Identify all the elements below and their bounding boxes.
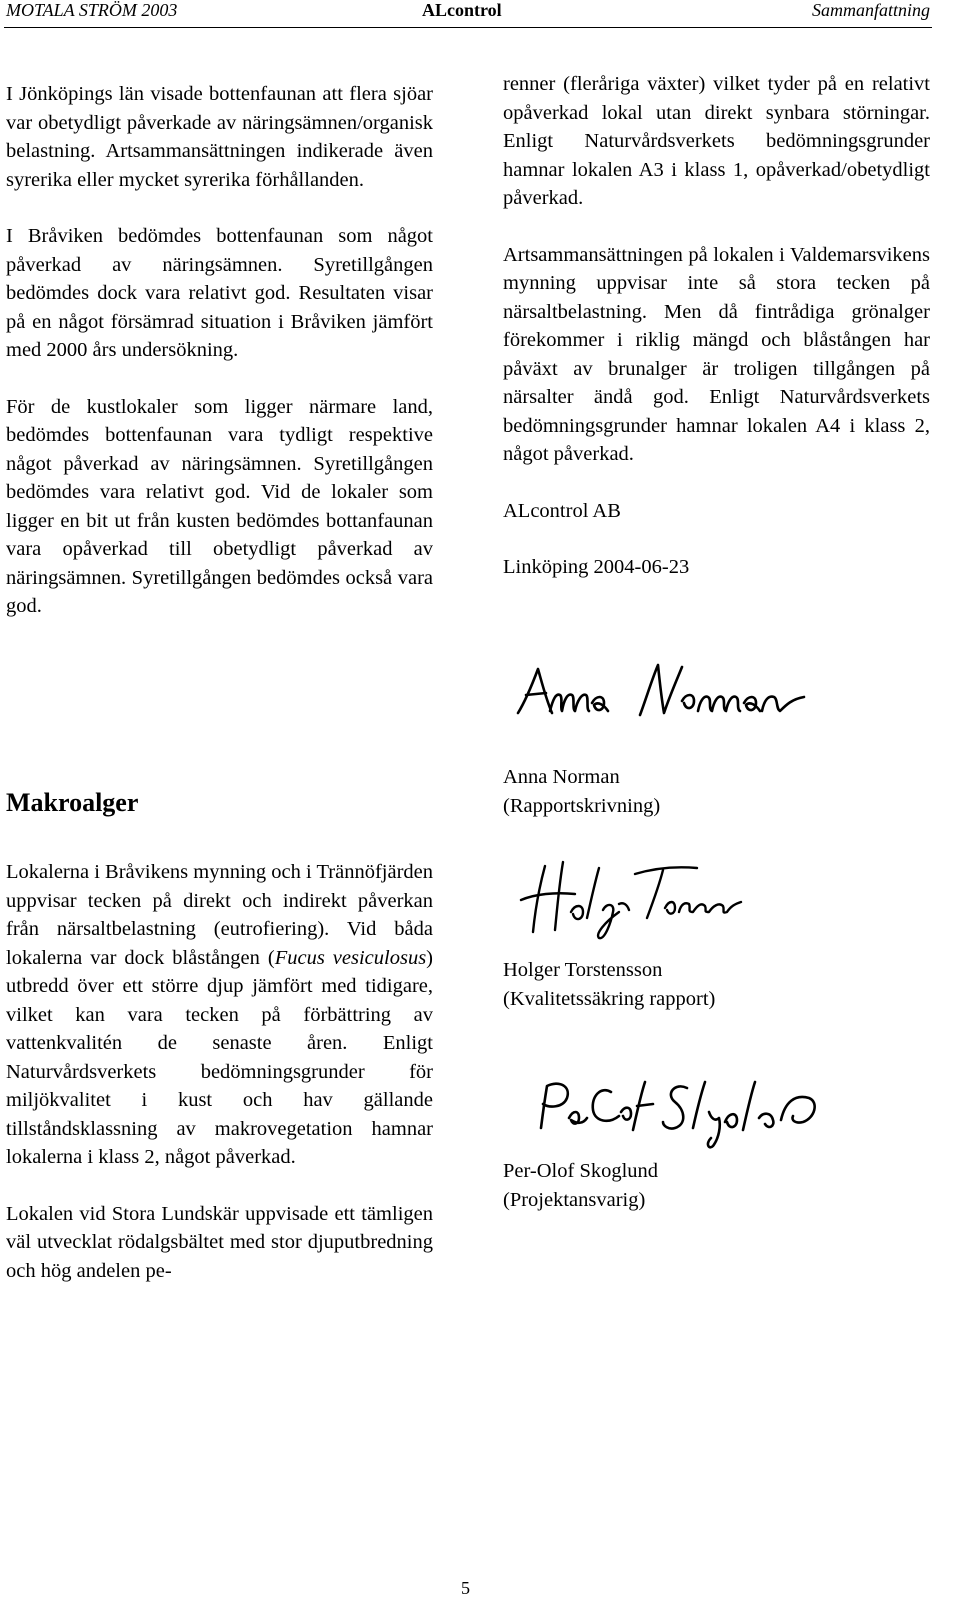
header-rule bbox=[4, 27, 932, 28]
paragraph-kustlokaler: För de kustlokaler som ligger närmare land, bedömdes bottenfaunan vara tydligt respektive något påverkad av näringsämnen. Syretillgången bedömdes vara relativt god. Vid de lokaler som ligger en bit ut från kusten bedömdes bottanfaunan vara opåverkad till obetydligt påverkad av näringsämnen. Syretillgången bedömdes också vara god. bbox=[6, 395, 433, 617]
signatory-per-olof-skoglund bbox=[503, 1157, 930, 1214]
header-report-title: MOTALA STRÖM 2003 bbox=[6, 0, 178, 20]
left-column-lower bbox=[6, 858, 433, 1285]
signatory-role: (Rapportskrivning) bbox=[503, 794, 661, 817]
paragraph-jonkoping: I Jönköpings län visade bottenfaunan att flera sjöar var obetydligt påverkade av näringsämnen/organisk belastning. Artsammansättningen indikerade även syrerika eller mycket syrerika förhållanden. bbox=[6, 83, 433, 191]
signatory-name: Holger Torstensson bbox=[503, 959, 663, 981]
paragraph-braviken: I Bråviken bedömdes bottenfaunan som något påverkad av näringsämnen. Syretillgången bedömdes dock vara relativt god. Resultaten visar på en något försämrad situation i Bråviken jämfört med 2000 års undersökning. bbox=[6, 225, 433, 361]
signature-per-olof-skoglund bbox=[525, 1072, 825, 1152]
signatory-name: Per-Olof Skoglund bbox=[503, 1160, 659, 1182]
header-section: Sammanfattning bbox=[811, 0, 930, 20]
signatory-holger-torstensson bbox=[503, 956, 930, 1013]
paragraph-makroalger-part1: Lokalerna i Bråvikens mynning och i Trännöfjärden uppvisar tecken på direkt och indirekt påverkan från närsaltbelastning (eutrofiering). Vid båda lokalerna var dock blåstången ( bbox=[6, 861, 433, 969]
page-number: 5 bbox=[461, 1578, 470, 1598]
signature-anna-norman bbox=[512, 655, 812, 725]
signatory-role: (Projektansvarig) bbox=[503, 1188, 646, 1211]
signatory-role: (Kvalitetssäkring rapport) bbox=[503, 987, 716, 1010]
header-company: ALcontrol bbox=[422, 0, 502, 20]
signatory-anna-norman bbox=[503, 763, 930, 820]
paragraph-stora-lundskar: Lokalen vid Stora Lundskär uppvisade ett tämligen väl utvecklat rödalgsbältet med stor djuputbredning och hög andelen pe- bbox=[6, 1202, 433, 1282]
page-header bbox=[0, 0, 960, 24]
paragraph-makroalger-part2: ) utbredd över ett större djup jämfört med tidigare, vilket kan vara tecken på förbättring av vattenkvalitén de senaste åren. Enligt Naturvårdsverkets bedömningsgrunder för miljökvalitet i kust och hav gällande tillståndsklassning av makrovegetation hamnar lokalerna i klass 2, något påverkad. bbox=[6, 946, 433, 1168]
paragraph-valdemarsvik: Artsammansättningen på lokalen i Valdemarsvikens mynning uppvisar inte så stora tecken på närsaltbelastning. Men då fintrådiga grönalger förekommer i riklig mängd och blåstången har påväxt av brunalger är troligen tillgången på närsalter ändå god. Enligt Naturvårdsverkets bedömningsgrunder hamnar lokalen A4 i klass 2, något påverkad. bbox=[503, 243, 930, 465]
section-heading-makroalger: Makroalger bbox=[6, 788, 139, 817]
right-column bbox=[503, 70, 930, 582]
left-column bbox=[6, 80, 433, 621]
paragraph-renner: renner (fleråriga växter) vilket tyder på en relativt opåverkad lokal utan direkt synbara störningar. Enligt Naturvårdsverkets bedömningsgrunder hamnar lokalen A3 i klass 1, opåverkad/obetydligt påverkad. bbox=[503, 73, 930, 209]
place-date: Linköping 2004-06-23 bbox=[503, 556, 690, 578]
species-name: Fucus vesiculosus bbox=[274, 946, 427, 969]
signature-holger-torstensson bbox=[515, 852, 745, 942]
paragraph-makroalger bbox=[6, 858, 433, 1172]
company-name: ALcontrol AB bbox=[503, 499, 621, 522]
signatory-name: Anna Norman bbox=[503, 766, 620, 788]
